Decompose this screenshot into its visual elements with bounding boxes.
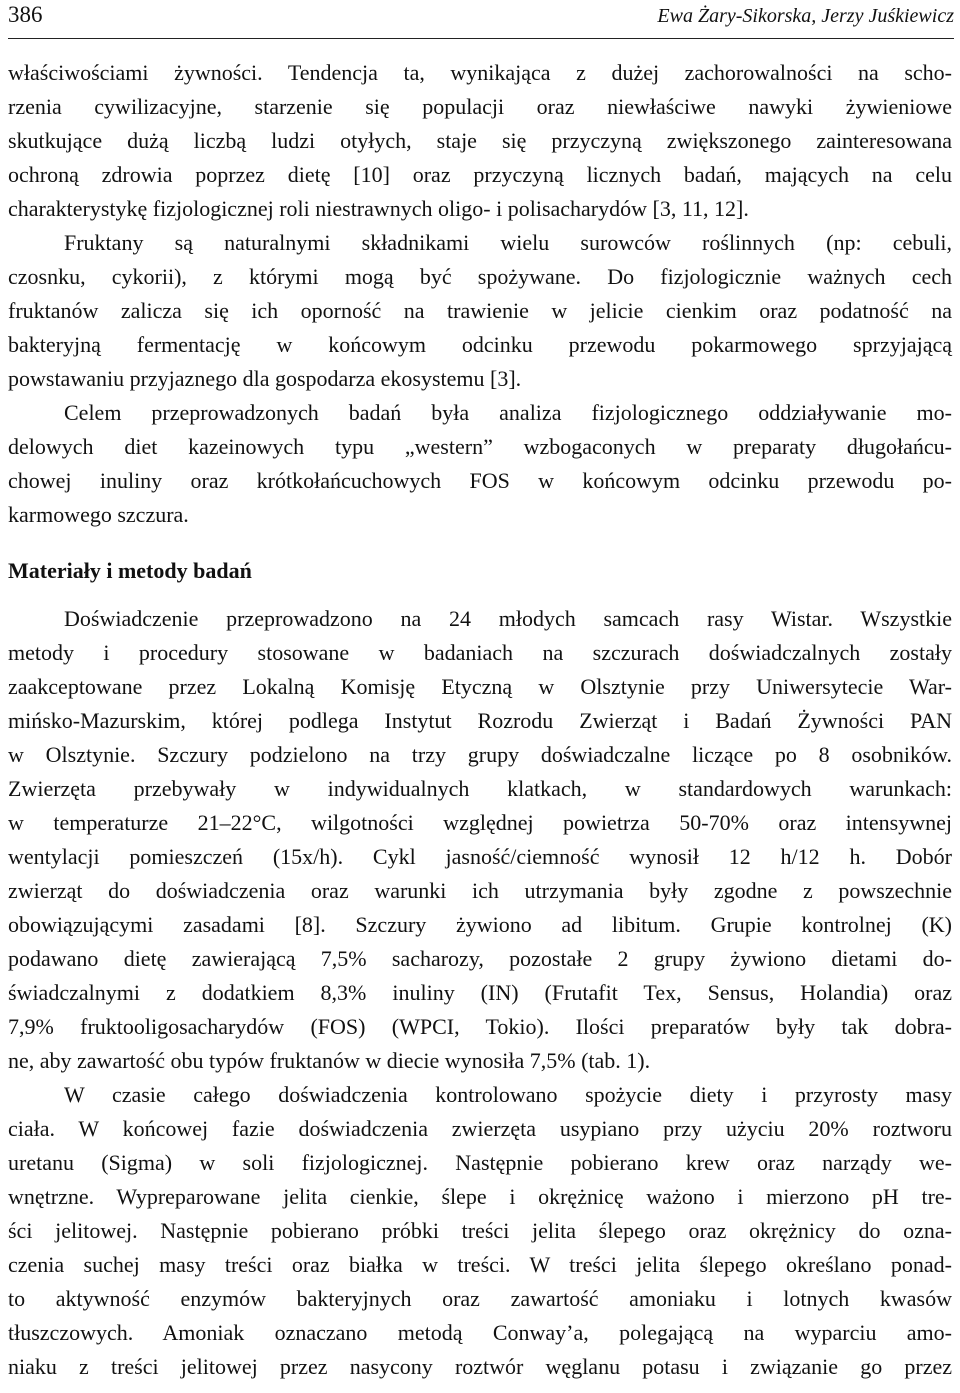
text-line: chowej inuliny oraz krótkołańcuchowych FOS w końcowym odcinku przewodu po-: [8, 468, 952, 493]
paragraph: [8, 602, 952, 1078]
text-line: karmowego szczura.: [8, 502, 189, 527]
running-title: Ewa Żary-Sikorska, Jerzy Juśkiewicz: [657, 5, 954, 27]
page-header: [8, 0, 954, 39]
text-line: właściwościami żywności. Tendencja ta, wynikająca z dużej zachorowalności na scho-: [8, 60, 952, 85]
text-line: wnętrzne. Wypreparowane jelita cienkie, ślepe i okrężnicę ważono i mierzono pH tre-: [8, 1184, 952, 1209]
text-line: ne, aby zawartość obu typów fruktanów w diecie wynosiła 7,5% (tab. 1).: [8, 1048, 651, 1073]
section-heading: Materiały i metody badań: [8, 558, 252, 583]
text-line: Fruktany są naturalnymi składnikami wielu surowców roślinnych (np: cebuli,: [64, 230, 952, 255]
text-line: to aktywność enzymów bakteryjnych oraz zawartość amoniaku i lotnych kwasów: [8, 1286, 952, 1311]
text-line: mińsko-Mazurskim, której podlega Instytut Rozrodu Zwierząt i Badań Żywności PAN: [8, 708, 952, 733]
text-line: skutkujące dużą liczbą ludzi otyłych, staje się przyczyną zwiększonego zainteresowana: [8, 128, 952, 153]
page-body: [8, 56, 952, 1384]
text-line: bakteryjną fermentację w końcowym odcinku przewodu pokarmowego sprzyjającą: [8, 332, 952, 357]
text-line: świadczalnymi z dodatkiem 8,3% inuliny (IN) (Frutafit Tex, Sensus, Holandia) oraz: [8, 980, 952, 1005]
text-line: zwierząt do doświadczenia oraz warunki ich utrzymania były zgodne z powszechnie: [8, 878, 952, 903]
text-line: czenia suchej masy treści oraz białka w treści. W treści jelita ślepego określano ponad-: [8, 1252, 952, 1277]
text-line: fruktanów zalicza się ich oporność na trawienie w jelicie cienkim oraz podatność na: [8, 298, 952, 323]
text-line: w temperaturze 21–22°C, wilgotności względnej powietrza 50-70% oraz intensywnej: [8, 810, 952, 835]
paragraph: [8, 396, 952, 532]
text-line: czosnku, cykorii), z którymi mogą być spożywane. Do fizjologicznie ważnych cech: [8, 264, 952, 289]
text-line: Zwierzęta przebywały w indywidualnych klatkach, w standardowych warunkach:: [8, 776, 952, 801]
text-line: uretanu (Sigma) w soli fizjologicznej. Następnie pobierano krew oraz narządy we-: [8, 1150, 952, 1175]
paragraph: [8, 1078, 952, 1384]
text-line: wentylacji pomieszczeń (15x/h). Cykl jasność/ciemność wynosił 12 h/12 h. Dobór: [8, 844, 952, 869]
text-line: podawano dietę zawierającą 7,5% sacharozy, pozostałe 2 grupy żywiono dietami do-: [8, 946, 952, 971]
text-line: ści jelitowej. Następnie pobierano próbki treści jelita ślepego oraz okrężnicy do ozna-: [8, 1218, 952, 1243]
text-line: tłuszczowych. Amoniak oznaczano metodą Conway’a, polegającą na wyparciu amo-: [8, 1320, 952, 1345]
text-line: W czasie całego doświadczenia kontrolowano spożycie diety i przyrosty masy: [64, 1082, 952, 1107]
page-number: 386: [8, 2, 43, 27]
paragraph: [8, 56, 952, 226]
text-line: niaku z treści jelitowej przez nasycony roztwór węglanu potasu i związanie go przez: [8, 1354, 952, 1379]
text-line: w Olsztynie. Szczury podzielono na trzy grupy doświadczalne liczące po 8 osobników.: [8, 742, 952, 767]
text-line: obowiązującymi zasadami [8]. Szczury żywiono ad libitum. Grupie kontrolnej (K): [8, 912, 952, 937]
text-line: Doświadczenie przeprowadzono na 24 młodych samcach rasy Wistar. Wszystkie: [64, 606, 952, 631]
text-line: ochroną zdrowia poprzez dietę [10] oraz przyczyną licznych badań, mających na celu: [8, 162, 952, 187]
text-line: delowych diet kazeinowych typu „western” wzbogaconych w preparaty długołańcu-: [8, 434, 952, 459]
text-line: ciała. W końcowej fazie doświadczenia zwierzęta usypiano przy użyciu 20% roztworu: [8, 1116, 952, 1141]
text-line: rzenia cywilizacyjne, starzenie się populacji oraz niewłaściwe nawyki żywieniowe: [8, 94, 952, 119]
text-line: charakterystykę fizjologicznej roli niestrawnych oligo- i polisacharydów [3, 11, 12].: [8, 196, 749, 221]
text-line: metody i procedury stosowane w badaniach na szczurach doświadczalnych zostały: [8, 640, 952, 665]
text-line: 7,9% fruktooligosacharydów (FOS) (WPCI, Tokio). Ilości preparatów były tak dobra-: [8, 1014, 952, 1039]
paragraph: [8, 226, 952, 396]
text-line: powstawaniu przyjaznego dla gospodarza ekosystemu [3].: [8, 366, 522, 391]
text-line: zaakceptowane przez Lokalną Komisję Etyczną w Olsztynie przy Uniwersytecie War-: [8, 674, 952, 699]
text-line: Celem przeprowadzonych badań była analiza fizjologicznego oddziaływanie mo-: [64, 400, 952, 425]
